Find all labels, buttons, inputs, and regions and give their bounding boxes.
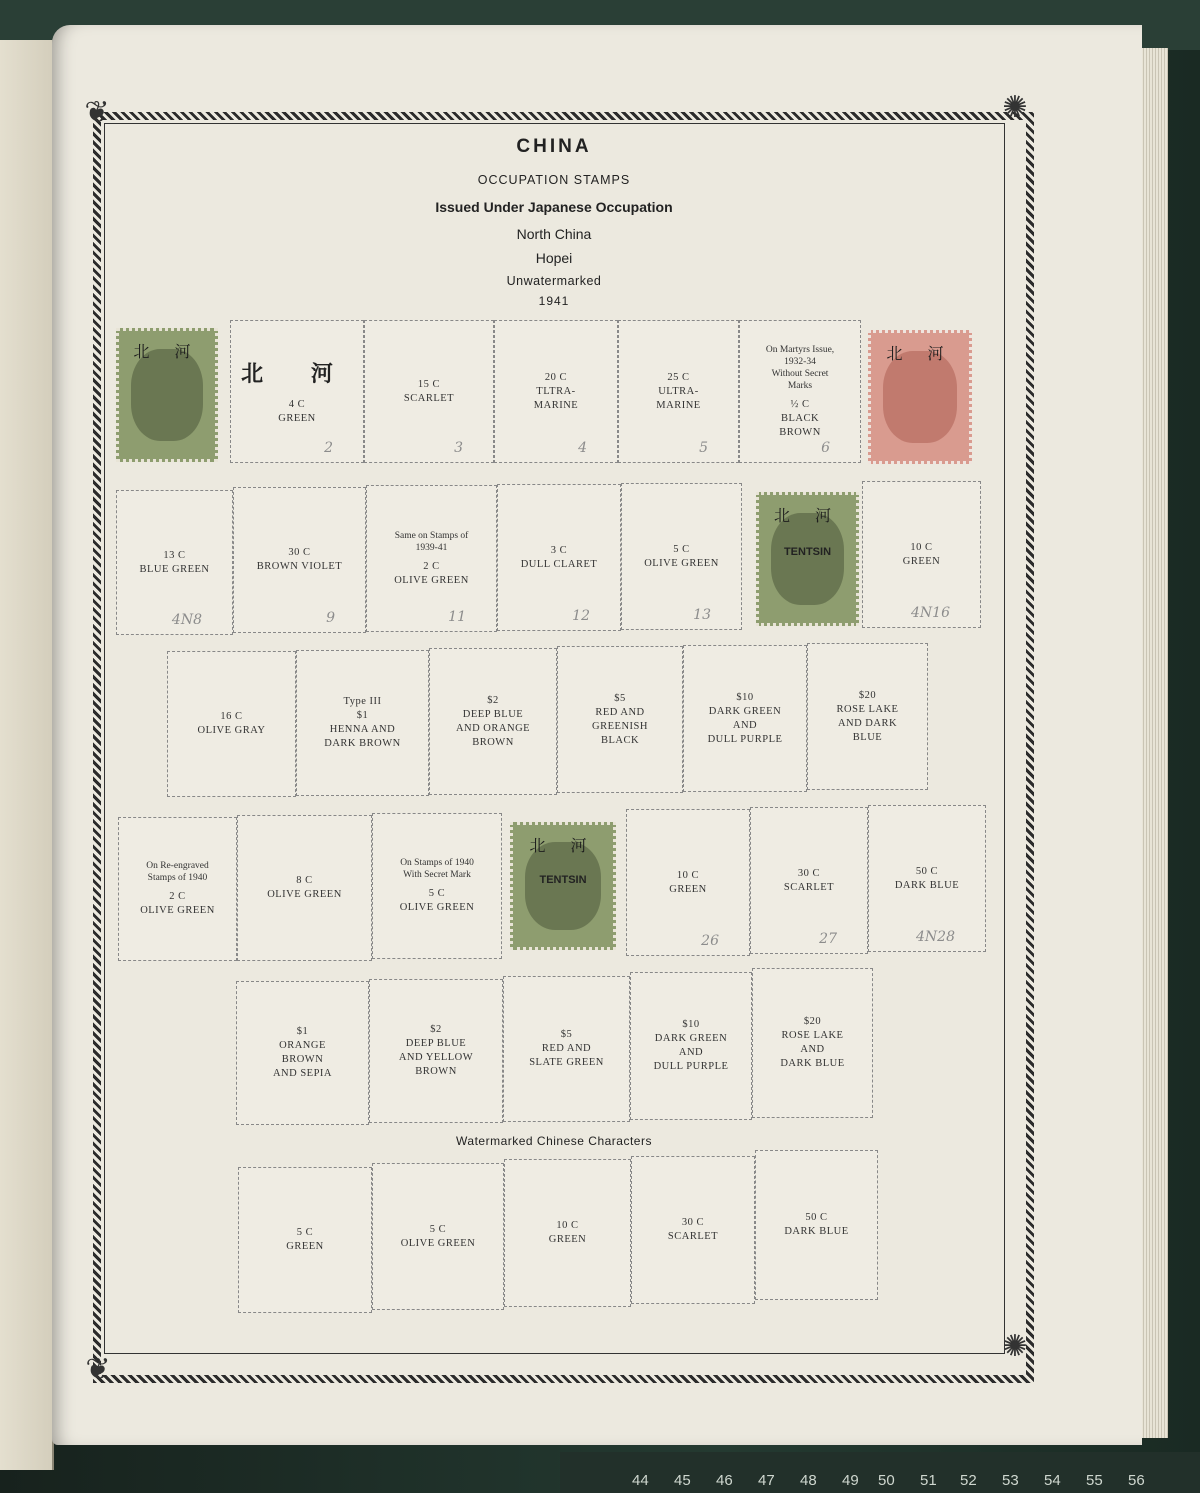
stamp-caption: 10 C GREEN [548, 1220, 587, 1245]
stamp-space [364, 320, 494, 463]
issue-note: Same on Stamps of 1939-41 [394, 530, 469, 553]
stamp-space [372, 1163, 504, 1310]
stamp-caption: $20 ROSE LAKE AND DARK BLUE [836, 689, 899, 743]
stamp-caption: 30 C SCARLET [667, 1217, 719, 1242]
stamp-space [862, 481, 981, 628]
year-heading: 1941 [538, 294, 570, 308]
stamp-caption: Type III $1 HENNA AND DARK BROWN [324, 696, 401, 749]
overprint-sample: 北 河 [241, 362, 353, 387]
stamp-caption: 5 C OLIVE GREEN [399, 888, 475, 913]
stamp-space [557, 646, 683, 793]
catalog-annotation: 2 [324, 440, 333, 456]
stamp-caption: $20 ROSE LAKE AND DARK BLUE [780, 1016, 845, 1069]
stamp-space [503, 976, 630, 1122]
stamp-space [739, 320, 861, 463]
stamp-space [750, 807, 868, 954]
stamp-space [626, 809, 750, 956]
stamp-caption: 30 C SCARLET [783, 867, 835, 893]
stamp-space [116, 490, 233, 635]
ruler-mark: 44 [632, 1472, 649, 1489]
ruler-mark: 56 [1128, 1472, 1145, 1489]
stamp-space [755, 1150, 878, 1300]
catalog-annotation: 27 [819, 931, 837, 947]
stamp-caption: 16 C OLIVE GRAY [197, 711, 266, 736]
stamp-caption: 3 C DULL CLARET [520, 544, 598, 570]
catalog-annotation: 9 [326, 610, 335, 626]
catalog-annotation: 5 [699, 440, 708, 456]
stamp-caption: 4 C GREEN [278, 399, 316, 424]
overprint: 北 河 [773, 506, 842, 525]
stamp-space [372, 813, 502, 959]
catalog-annotation: 12 [572, 608, 590, 624]
catalog-annotation: 4N8 [171, 612, 202, 628]
stamp-space [807, 643, 928, 790]
overprint: 北 河 [886, 344, 954, 363]
catalog-annotation: 26 [701, 933, 719, 949]
stamp-image [510, 822, 616, 950]
stamp-caption: 25 C ULTRA- MARINE [656, 371, 701, 411]
stamp-caption: 10 C GREEN [669, 869, 707, 895]
ruler-mark: 45 [674, 1472, 691, 1489]
ruler-mark: 52 [960, 1472, 977, 1489]
stamp-space [238, 1167, 372, 1313]
overprint: 北 河 [133, 342, 201, 361]
corner-ornament-icon: ✺ [1002, 1330, 1028, 1363]
stamp-caption: $2 DEEP BLUE AND ORANGE BROWN [455, 694, 531, 748]
stamp-caption: $10 DARK GREEN AND DULL PURPLE [653, 1019, 729, 1072]
stamp-image [116, 328, 218, 462]
stamp-space [230, 320, 364, 463]
stamp-caption: 5 C GREEN [286, 1227, 324, 1252]
catalog-annotation: 6 [821, 440, 830, 456]
stamp-space [296, 650, 429, 796]
stamp-space [683, 645, 807, 792]
ruler-mark: 49 [842, 1472, 859, 1489]
stamp-space [237, 815, 372, 961]
stamp-caption: 13 C BLUE GREEN [139, 549, 210, 575]
ruler-mark: 53 [1002, 1472, 1019, 1489]
stamp-caption: 15 C SCARLET [403, 378, 455, 404]
section-heading: Watermarked Chinese Characters [456, 1134, 652, 1148]
stamp-caption: 50 C DARK BLUE [894, 865, 960, 891]
ruler-mark: 55 [1086, 1472, 1103, 1489]
region-heading: North China [516, 226, 592, 242]
page-title: CHINA [516, 136, 592, 157]
stamp-space [868, 805, 986, 952]
stamp-caption: $5 RED AND SLATE GREEN [529, 1029, 604, 1068]
stamp-caption: $1 ORANGE BROWN AND SEPIA [272, 1026, 333, 1079]
stamp-space [167, 651, 296, 797]
catalog-annotation: 4N16 [911, 605, 950, 621]
stamp-caption: 8 C OLIVE GREEN [267, 875, 342, 900]
catalog-annotation: 13 [693, 607, 711, 623]
ruler-mark: 50 [878, 1472, 895, 1489]
stamp-caption: 2 C OLIVE GREEN [394, 560, 469, 586]
issue-heading: Issued Under Japanese Occupation [435, 199, 673, 215]
stamp-space [233, 487, 366, 633]
stamp-caption: 50 C DARK BLUE [784, 1212, 849, 1237]
stamp-caption: $10 DARK GREEN AND DULL PURPLE [707, 691, 783, 745]
corner-ornament-icon: ✺ [1002, 91, 1028, 124]
ruler-mark: 47 [758, 1472, 775, 1489]
corner-ornament-icon: ❦ [85, 1353, 111, 1386]
catalog-annotation: 3 [454, 440, 463, 456]
catalog-annotation: 4 [578, 440, 587, 456]
watermark-heading: Unwatermarked [506, 274, 602, 288]
stamp-image [868, 330, 972, 464]
province-heading: Hopei [535, 250, 573, 266]
stamp-space [631, 1156, 755, 1304]
stamp-caption: $2 DEEP BLUE AND YELLOW BROWN [398, 1024, 474, 1077]
postmark: TENTSIN [783, 546, 832, 559]
stamp-space [369, 979, 503, 1123]
stamp-space [366, 485, 497, 632]
stamp-caption: ½ C BLACK BROWN [779, 398, 821, 438]
stamp-caption: 20 C TLTRA- MARINE [533, 371, 579, 411]
stamp-image [756, 492, 859, 626]
stamp-caption: 5 C OLIVE GREEN [644, 543, 719, 569]
stamp-caption: 2 C OLIVE GREEN [140, 891, 215, 916]
stamp-space [618, 320, 739, 463]
stamp-space [752, 968, 873, 1118]
ruler-mark: 51 [920, 1472, 937, 1489]
issue-note: On Stamps of 1940 With Secret Mark [400, 858, 474, 880]
stamp-space [621, 483, 742, 630]
stamp-space [504, 1159, 631, 1307]
portrait [883, 351, 957, 443]
catalog-annotation: 11 [448, 609, 466, 625]
stamp-space [236, 981, 369, 1125]
portrait [771, 513, 845, 605]
stamp-caption: 30 C BROWN VIOLET [256, 547, 343, 572]
corner-ornament-icon: ❦ [84, 96, 110, 129]
left-page-edge [0, 40, 54, 1470]
stamp-space [429, 648, 557, 795]
stamp-space [494, 320, 618, 463]
catalog-annotation: 4N28 [916, 929, 955, 945]
stamp-space [497, 484, 621, 631]
stamp-space [118, 817, 237, 961]
category-heading: OCCUPATION STAMPS [477, 173, 631, 187]
ruler-mark: 46 [716, 1472, 733, 1489]
ruler-mark: 48 [800, 1472, 817, 1489]
stamp-caption: $5 RED AND GREENISH BLACK [592, 692, 648, 746]
postmark: TENTSIN [539, 873, 587, 886]
stamp-space [630, 972, 752, 1120]
ruler [560, 1452, 1200, 1493]
portrait [131, 349, 204, 441]
stamp-caption: 5 C OLIVE GREEN [400, 1223, 476, 1249]
ruler-mark: 54 [1044, 1472, 1061, 1489]
issue-note: On Re-engraved Stamps of 1940 [146, 861, 209, 883]
overprint: 北 河 [529, 836, 597, 855]
issue-note: On Martyrs Issue, 1932-34 Without Secret Marks [765, 344, 835, 391]
stamp-caption: 10 C GREEN [902, 541, 941, 567]
